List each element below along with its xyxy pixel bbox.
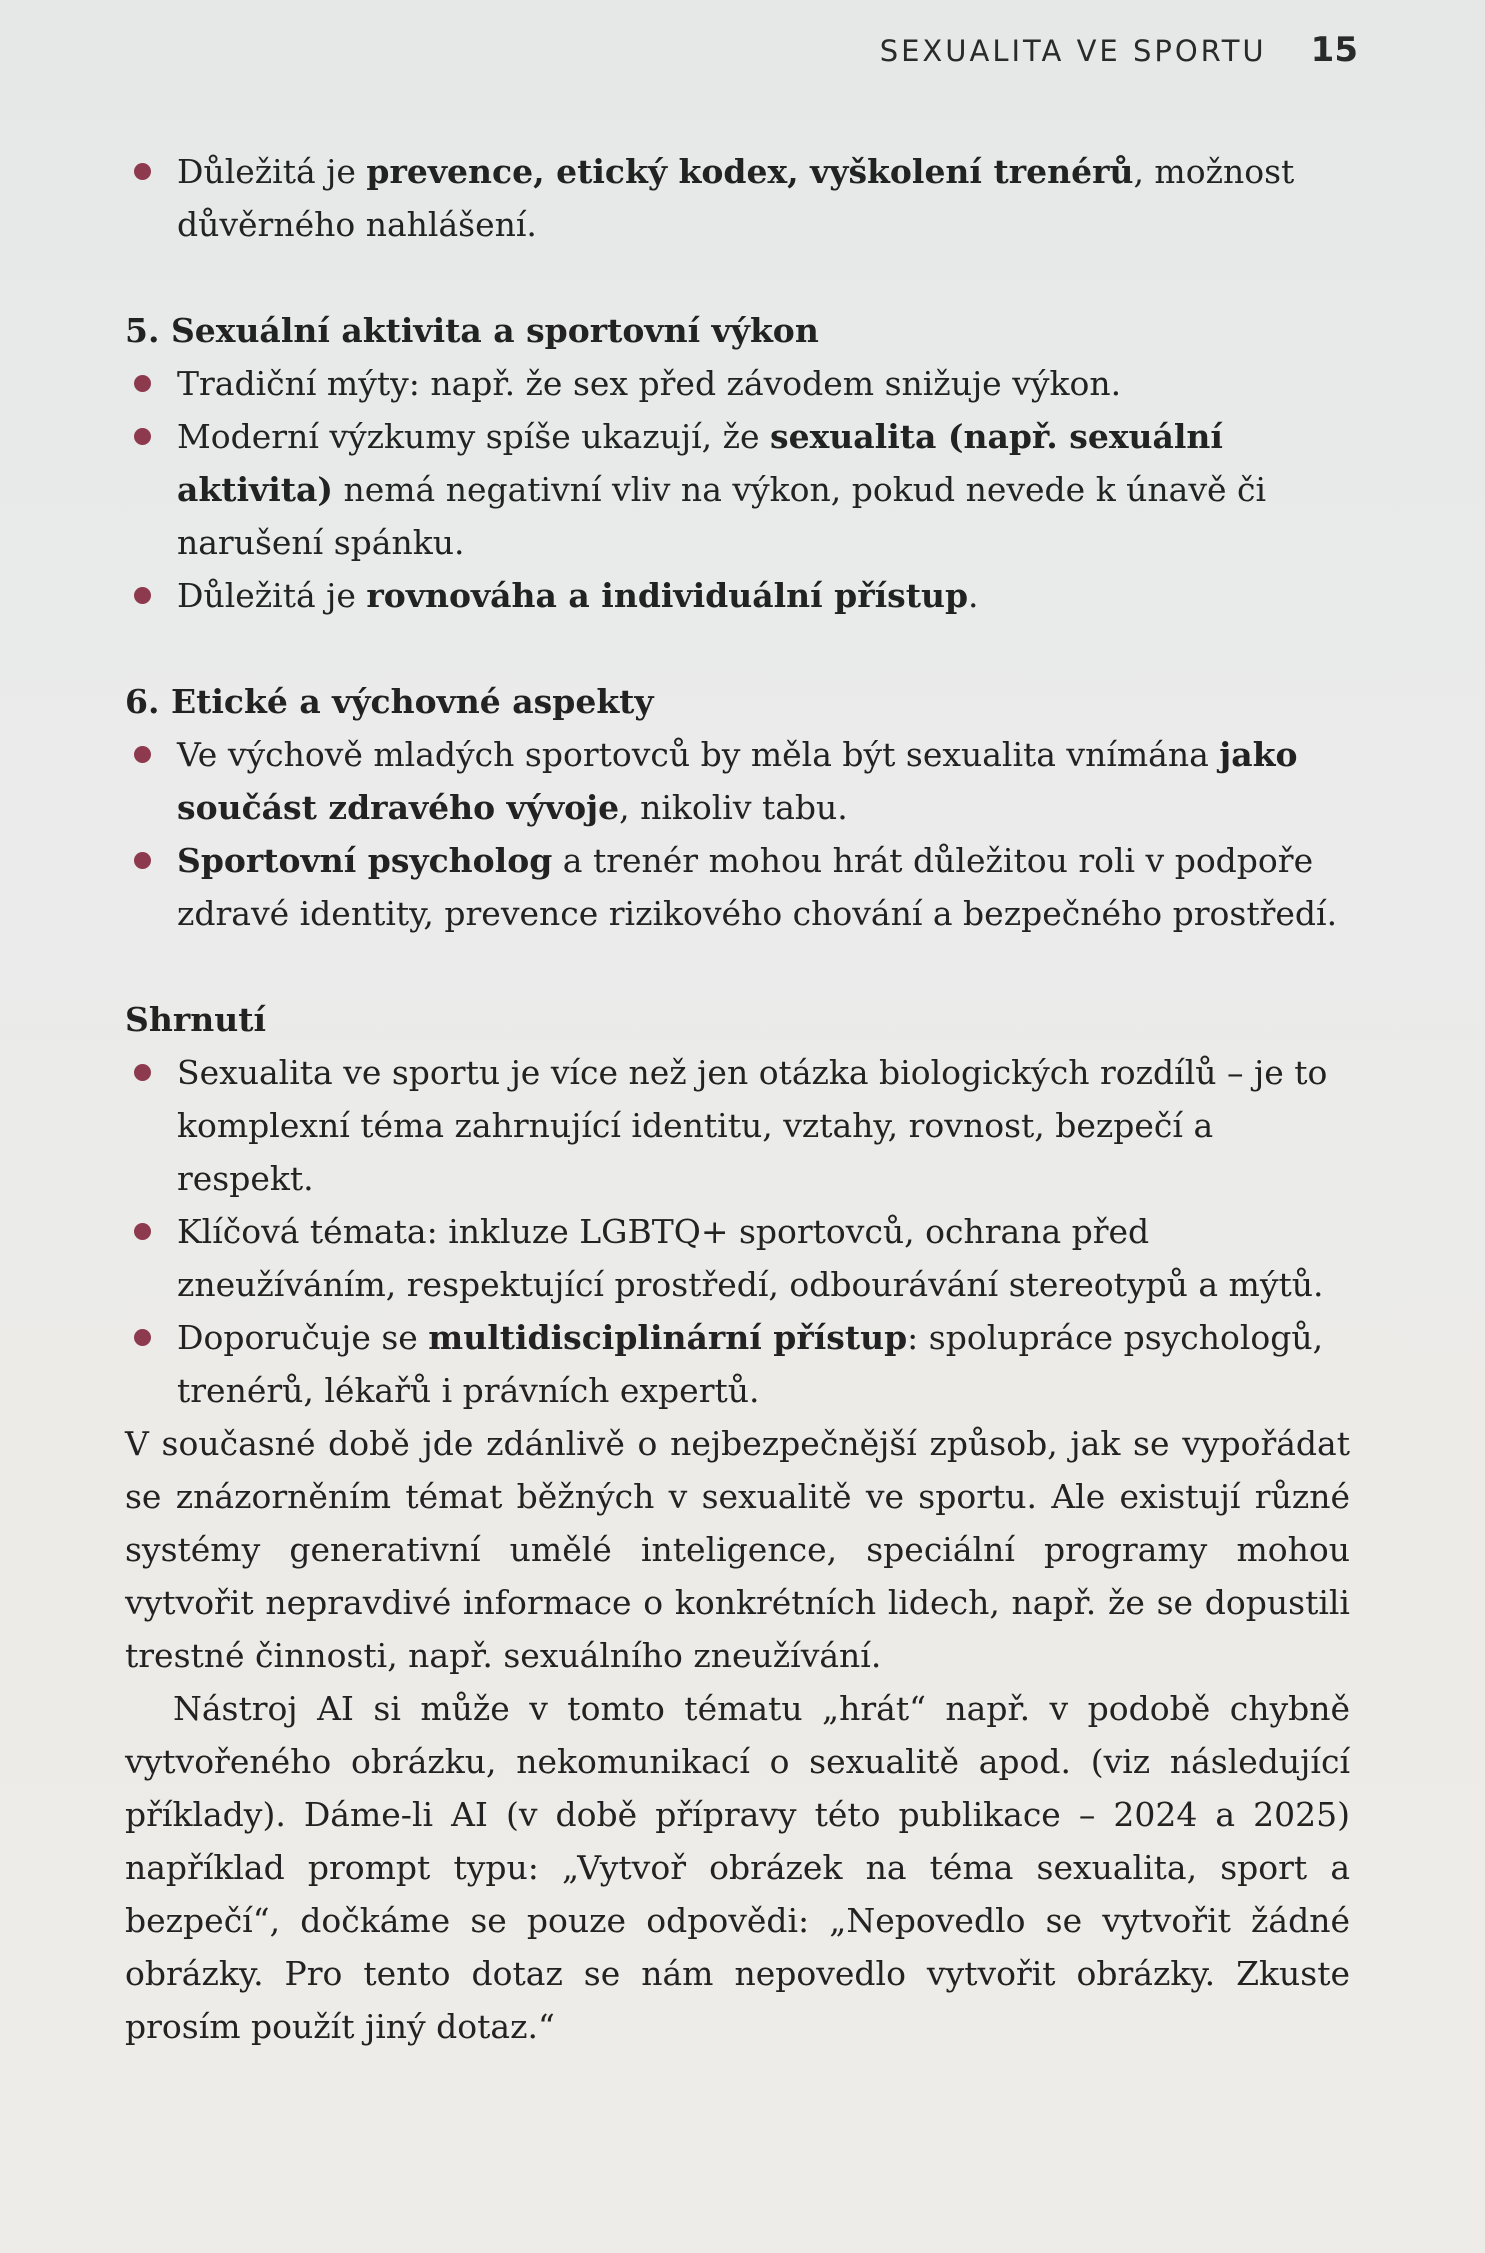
list-item: Doporučuje se multidisciplinární přístup: spolupráce psychologů, trenérů, lékařů i právních expertů. xyxy=(125,1311,1350,1417)
intro-bullet-list xyxy=(125,145,1350,251)
page-content xyxy=(125,145,1350,2053)
section-6-heading: 6. Etické a výchovné aspekty xyxy=(125,682,654,721)
section-5-bullet-list xyxy=(125,357,1350,622)
list-item: Sexualita ve sportu je více než jen otázka biologických rozdílů – je to komplexní téma zahrnující identitu, vztahy, rovnost, bezpečí a respekt. xyxy=(125,1046,1350,1205)
list-item: Moderní výzkumy spíše ukazují, že sexualita (např. sexuální aktivita) nemá negativní vliv na výkon, pokud nevede k únavě či narušení spánku. xyxy=(125,410,1350,569)
list-item: Sportovní psycholog a trenér mohou hrát důležitou roli v podpoře zdravé identity, prevence rizikového chování a bezpečného prostředí. xyxy=(125,834,1350,940)
list-item: Důležitá je rovnováha a individuální přístup. xyxy=(125,569,1350,622)
body-paragraph-1: V současné době jde zdánlivě o nejbezpečnější způsob, jak se vypořádat se znázorněním témat běžných v sexualitě ve sportu. Ale existují různé systémy generativní umělé inteligence, speciální programy mohou vytvořit nepravdivé informace o konkrétních lidech, např. že se dopustili trestné činnosti, např. sexuálního zneužívání. xyxy=(125,1424,1350,1675)
list-item: Ve výchově mladých sportovců by měla být sexualita vnímána jako součást zdravého vývoje, nikoliv tabu. xyxy=(125,728,1350,834)
summary-bullet-list xyxy=(125,1046,1350,1417)
page-number: 15 xyxy=(1310,30,1358,70)
list-item: Důležitá je prevence, etický kodex, vyškolení trenérů, možnost důvěrného nahlášení. xyxy=(125,145,1350,251)
summary-heading: Shrnutí xyxy=(125,1000,266,1039)
section-6-bullet-list xyxy=(125,728,1350,940)
running-header xyxy=(880,30,1358,70)
section-5-heading: 5. Sexuální aktivita a sportovní výkon xyxy=(125,311,819,350)
list-item: Klíčová témata: inkluze LGBTQ+ sportovců, ochrana před zneužíváním, respektující prostředí, odbourávání stereotypů a mýtů. xyxy=(125,1205,1350,1311)
running-title: SEXUALITA VE SPORTU xyxy=(879,34,1267,68)
list-item: Tradiční mýty: např. že sex před závodem snižuje výkon. xyxy=(125,357,1350,410)
body-paragraph-2: Nástroj AI si může v tomto tématu „hrát“ např. v podobě chybně vytvořeného obrázku, nekomunikací o sexualitě apod. (viz následující příklady). Dáme-li AI (v době přípravy této publikace – 2024 a 2025) například prompt typu: „Vytvoř obrázek na téma sexualita, sport a bezpečí“, dočkáme se pouze odpovědi: „Nepovedlo se vytvořit žádné obrázky. Pro tento dotaz se nám nepovedlo vytvořit obrázky. Zkuste prosím použít jiný dotaz.“ xyxy=(125,1689,1350,2046)
